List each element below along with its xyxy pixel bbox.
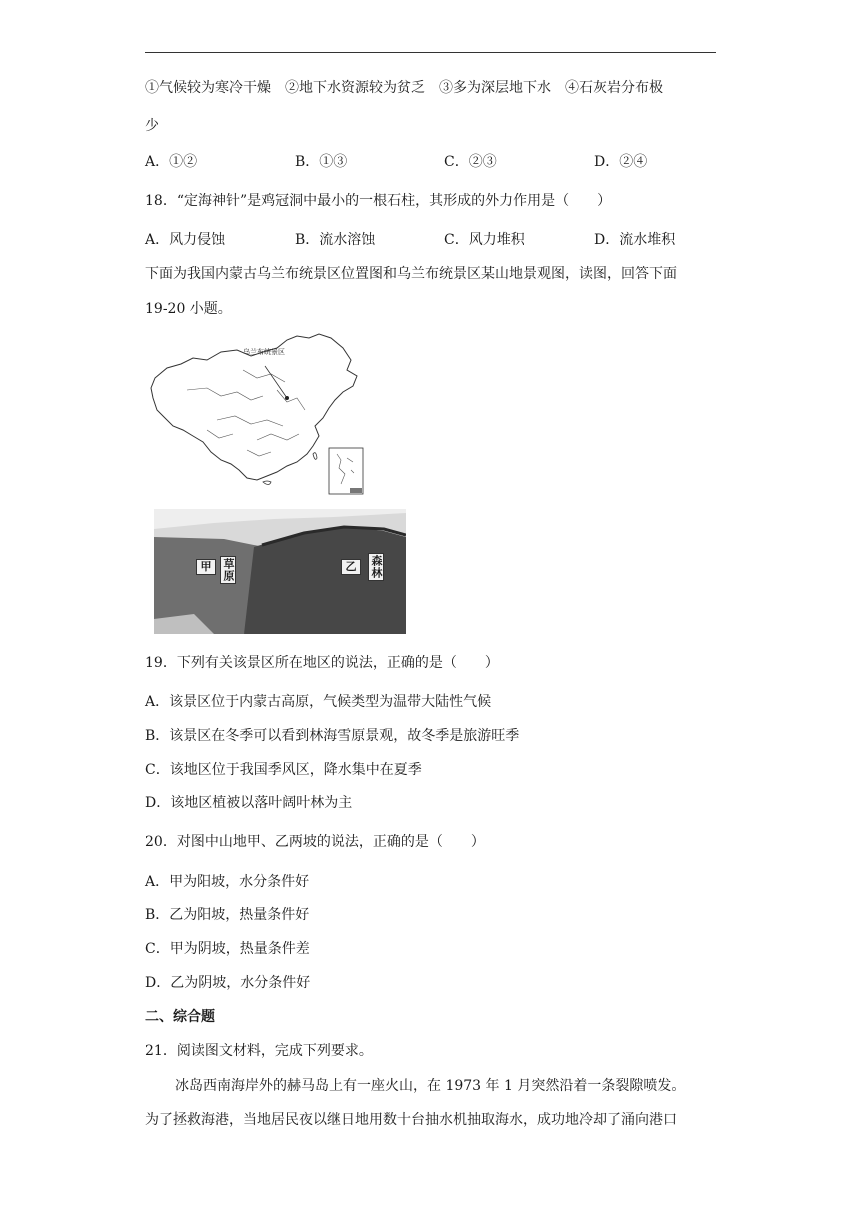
q21-paragraph-line2: 为了拯救海港，当地居民夜以继日地用数十台抽水机抽取海水，成功地冷却了涌向港口: [145, 1112, 677, 1128]
q20-stem: 20．对图中山地甲、乙两坡的说法，正确的是（ ）: [145, 834, 485, 850]
q20-option-d[interactable]: D．乙为阴坡，水分条件好: [145, 975, 311, 991]
map-label-scenic-area: 乌兰布统景区: [243, 348, 285, 356]
q21-paragraph-line1: 冰岛西南海岸外的赫马岛上有一座火山，在 1973 年 1 月突然沿着一条裂隙喷发。: [175, 1078, 686, 1094]
q19-stem: 19．下列有关该景区所在地区的说法，正确的是（ ）: [145, 655, 499, 671]
q17-option-b[interactable]: B．①③: [295, 154, 348, 170]
q18-option-b[interactable]: B．流水溶蚀: [295, 232, 376, 248]
label-grassland: 草原: [222, 558, 235, 582]
intro-line2: 19-20 小题。: [145, 301, 232, 317]
q20-option-a[interactable]: A．甲为阳坡，水分条件好: [145, 874, 310, 890]
q19-option-b[interactable]: B．该景区在冬季可以看到林海雪原景观，故冬季是旅游旺季: [145, 728, 520, 744]
q18-stem: 18．“定海神针”是鸡冠洞中最小的一根石柱，其形成的外力作用是（ ）: [145, 193, 612, 209]
q17-stem-line1: ①气候较为寒冷干燥 ②地下水资源较为贫乏 ③多为深层地下水 ④石灰岩分布极: [145, 80, 663, 96]
q17-option-d[interactable]: D．②④: [594, 154, 648, 170]
q17-option-c[interactable]: C．②③: [444, 154, 497, 170]
q20-option-c[interactable]: C．甲为阴坡，热量条件差: [145, 941, 310, 957]
q17-option-a[interactable]: A．①②: [145, 154, 198, 170]
intro-line1: 下面为我国内蒙古乌兰布统景区位置图和乌兰布统景区某山地景观图，读图，回答下面: [145, 266, 677, 282]
q18-option-d[interactable]: D．流水堆积: [594, 232, 676, 248]
label-forest: 森林: [370, 555, 383, 579]
q18-option-c[interactable]: C．风力堆积: [444, 232, 525, 248]
q19-option-a[interactable]: A．该景区位于内蒙古高原，气候类型为温带大陆性气候: [145, 694, 492, 710]
label-yi: 乙: [341, 559, 361, 575]
q19-option-d[interactable]: D．该地区植被以落叶阔叶林为主: [145, 795, 353, 811]
q17-stem-line2: 少: [145, 118, 159, 134]
mountain-landscape-photo: [154, 509, 406, 634]
china-location-map: [147, 330, 375, 498]
header-rule: [145, 52, 716, 53]
label-jia: 甲: [196, 559, 216, 575]
q19-option-c[interactable]: C．该地区位于我国季风区，降水集中在夏季: [145, 762, 422, 778]
q18-option-a[interactable]: A．风力侵蚀: [145, 232, 226, 248]
q20-option-b[interactable]: B．乙为阳坡，热量条件好: [145, 907, 310, 923]
section-title: 二、综合题: [145, 1009, 215, 1025]
q21-stem: 21．阅读图文材料，完成下列要求。: [145, 1043, 373, 1059]
